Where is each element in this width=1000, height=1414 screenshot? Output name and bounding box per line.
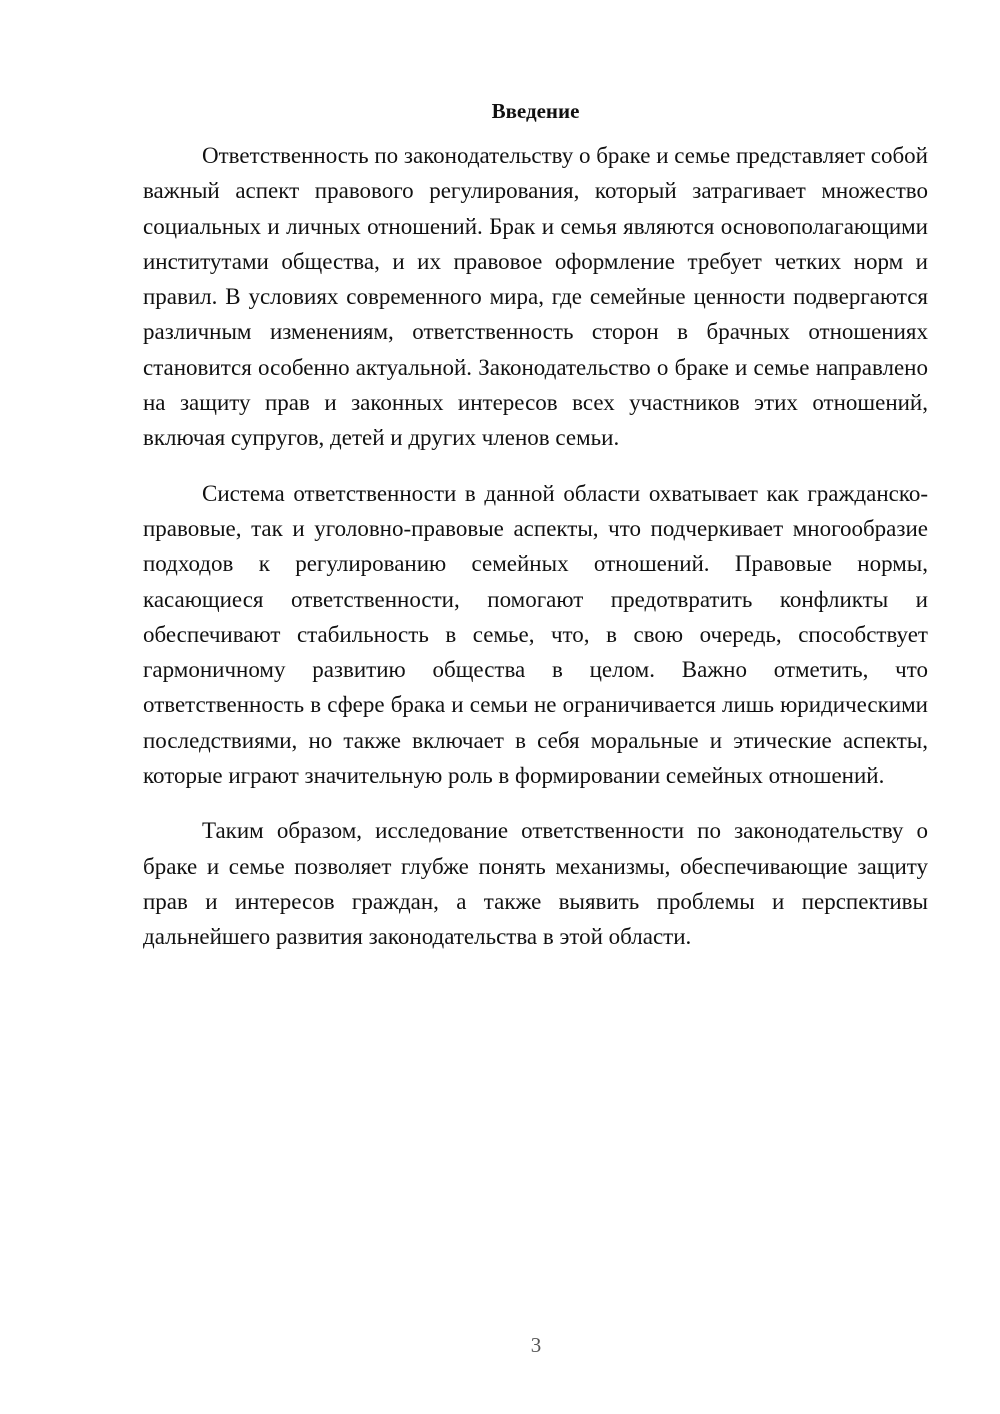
page-content [143, 96, 928, 955]
paragraph-1: Ответственность по законодательству о браке и семье представляет собой важный аспект правового регулирования, который затрагивает множество социальных и личных отношений. Брак и семья являются основополагающими институтами общества, и их правовое оформление требует четких норм и правил. В условиях современного мира, где семейные ценности подвергаются различным изменениям, ответственность сторон в брачных отношениях становится особенно актуальной. Законодательство о браке и семье направлено на защиту прав и законных интересов всех участников этих отношений, включая супругов, детей и других членов семьи. [143, 143, 928, 451]
paragraph-2: Система ответственности в данной области охватывает как гражданско-правовые, так и уголовно-правовые аспекты, что подчеркивает многообразие подходов к регулированию семейных отношений. Правовые нормы, касающиеся ответственности, помогают предотвратить конфликты и обеспечивают стабильность в семье, что, в свою очередь, способствует гармоничному развитию общества в целом. Важно отметить, что ответственность в сфере брака и семьи не ограничивается лишь юридическими последствиями, но также включает в себя моральные и этические аспекты, которые играют значительную роль в формировании семейных отношений. [143, 480, 928, 789]
section-heading: Введение [491, 99, 580, 123]
page-number: 3 [530, 1333, 542, 1357]
paragraph-3: Таким образом, исследование ответственности по законодательству о браке и семье позволяет глубже понять механизмы, обеспечивающие защиту прав и интересов граждан, а также выявить проблемы и перспективы дальнейшего развития законодательства в этой области. [143, 818, 928, 950]
